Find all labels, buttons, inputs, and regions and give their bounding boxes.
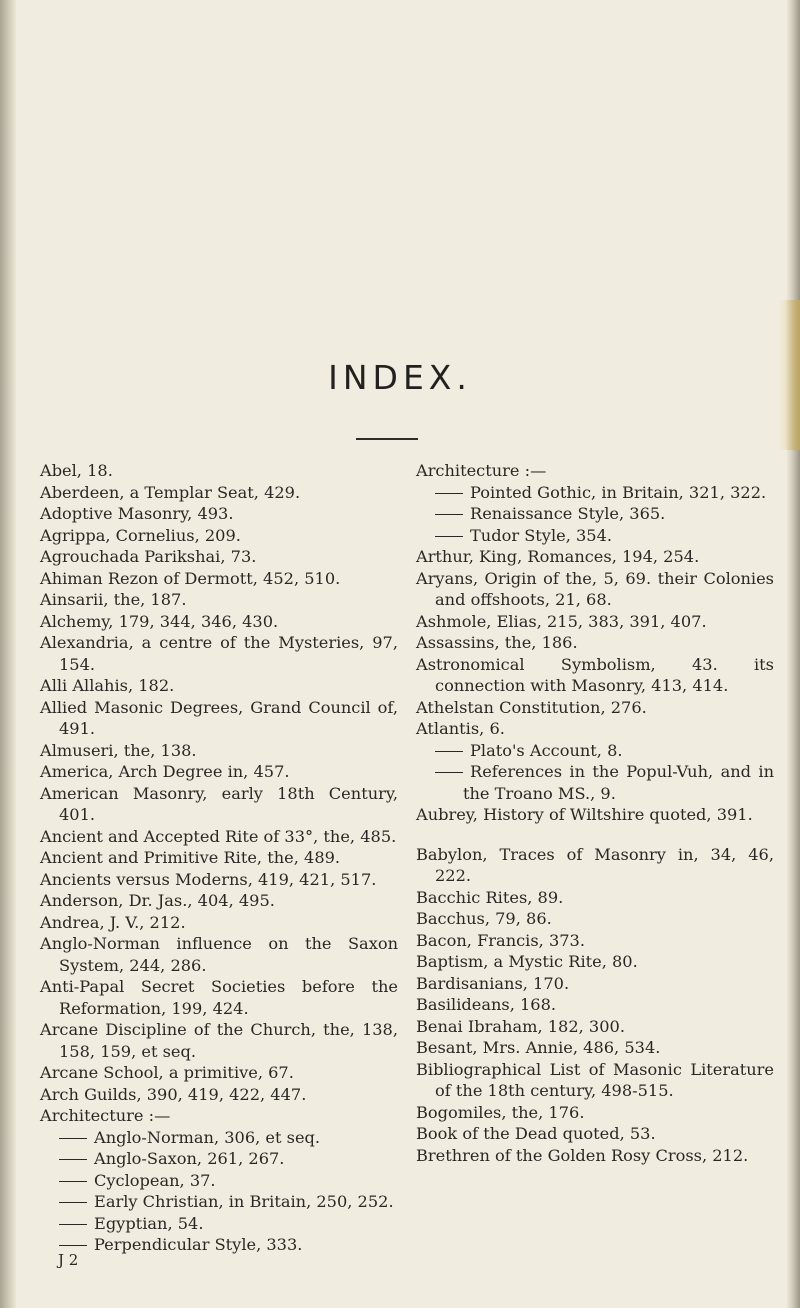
- subentry-dash: [435, 751, 463, 752]
- index-entry: [40, 697, 398, 740]
- subentry-dash: [435, 772, 463, 773]
- index-entry: [40, 783, 398, 826]
- entry-text: Egyptian, 54.: [94, 1213, 204, 1233]
- index-entry: [416, 718, 774, 740]
- entry-text: Arcane School, a primitive, 67.: [40, 1063, 294, 1082]
- index-entry: [40, 632, 398, 675]
- entry-text: Ancients versus Moderns, 419, 421, 517.: [40, 869, 377, 889]
- index-entry: [40, 589, 398, 611]
- entry-text: Bacchic Rites, 89.: [416, 887, 564, 907]
- index-entry: [40, 546, 398, 568]
- entry-text: Alli Allahis, 182.: [40, 676, 175, 695]
- index-subentry: [40, 1213, 398, 1235]
- signature-mark: J 2: [58, 1251, 79, 1269]
- entry-text: Agrouchada Parikshai, 73.: [40, 547, 257, 566]
- entry-text: Allied Masonic Degrees, Grand Council of, 491.: [40, 697, 398, 738]
- index-entry: [40, 761, 398, 783]
- entry-text: Andrea, J. V., 212.: [40, 912, 186, 932]
- index-entry: [416, 697, 774, 719]
- index-entry: [416, 1037, 774, 1059]
- index-entry: [40, 869, 398, 891]
- entry-text: Arcane Discipline of the Church, the, 138, 158, 159, et seq.: [40, 1020, 398, 1061]
- entry-text: American Masonry, early 18th Century, 401.: [40, 783, 398, 824]
- entry-text: Brethren of the Golden Rosy Cross, 212.: [416, 1145, 749, 1165]
- entry-text: References in the Popul-Vuh, and in the Troano MS., 9.: [463, 762, 774, 803]
- index-entry: [416, 1145, 774, 1167]
- index-entry: [40, 1019, 398, 1062]
- index-subentry: [40, 1127, 398, 1149]
- index-subentry: [416, 482, 774, 504]
- entry-text: Besant, Mrs. Annie, 486, 534.: [416, 1038, 661, 1057]
- entry-text: Architecture :—: [416, 461, 547, 480]
- entry-text: Bacon, Francis, 373.: [416, 930, 586, 950]
- index-subentry: [416, 761, 774, 804]
- subentry-dash: [59, 1181, 87, 1182]
- entry-text: Arch Guilds, 390, 419, 422, 447.: [40, 1084, 307, 1104]
- index-entry: [416, 632, 774, 654]
- entry-text: Babylon, Traces of Masonry in, 34, 46, 222.: [416, 844, 774, 885]
- entry-text: America, Arch Degree in, 457.: [40, 762, 290, 781]
- entry-text: Renaissance Style, 365.: [470, 504, 666, 523]
- index-entry: [40, 890, 398, 912]
- entry-text: Anglo-Norman influence on the Saxon System, 244, 286.: [40, 934, 398, 975]
- index-entry: [416, 1059, 774, 1102]
- index-entry: [40, 611, 398, 633]
- entry-text: Benai Ibraham, 182, 300.: [416, 1016, 625, 1036]
- subentry-dash: [59, 1159, 87, 1160]
- entry-text: Aubrey, History of Wiltshire quoted, 391.: [416, 805, 753, 824]
- entry-text: Athelstan Constitution, 276.: [416, 697, 647, 717]
- entry-text: Atlantis, 6.: [416, 719, 505, 738]
- entry-text: Aryans, Origin of the, 5, 69. their Colonies and offshoots, 21, 68.: [416, 568, 774, 609]
- entry-text: Arthur, King, Romances, 194, 254.: [416, 547, 700, 566]
- entry-text: Abel, 18.: [40, 461, 113, 480]
- page-title: INDEX.: [328, 358, 472, 397]
- index-subentry: [40, 1234, 398, 1256]
- entry-text: Baptism, a Mystic Rite, 80.: [416, 952, 638, 971]
- entry-text: Ahiman Rezon of Dermott, 452, 510.: [40, 568, 341, 588]
- subentry-dash: [59, 1202, 87, 1203]
- entry-text: Anglo-Saxon, 261, 267.: [94, 1149, 285, 1168]
- index-entry: [40, 460, 398, 482]
- entry-text: Pointed Gothic, in Britain, 321, 322.: [470, 482, 767, 502]
- index-entry: [416, 994, 774, 1016]
- index-subentry: [40, 1148, 398, 1170]
- entry-text: Aberdeen, a Templar Seat, 429.: [40, 482, 301, 502]
- index-entry: [40, 568, 398, 590]
- entry-text: Ainsarii, the, 187.: [40, 590, 187, 609]
- index-column-right: [416, 460, 774, 1166]
- title-rule: [356, 438, 418, 440]
- index-entry: [40, 976, 398, 1019]
- subentry-dash: [435, 514, 463, 515]
- index-entry: [40, 482, 398, 504]
- entry-text: Ancient and Accepted Rite of 33°, the, 485.: [40, 826, 397, 846]
- index-subentry: [40, 1191, 398, 1213]
- subentry-dash: [59, 1138, 87, 1139]
- subentry-dash: [59, 1224, 87, 1225]
- index-entry: [416, 654, 774, 697]
- entry-text: Cyclopean, 37.: [94, 1170, 216, 1190]
- index-entry: [416, 887, 774, 909]
- entry-text: Architecture :—: [40, 1106, 171, 1125]
- entry-text: Early Christian, in Britain, 250, 252.: [94, 1192, 394, 1211]
- entry-text: Astronomical Symbolism, 43. its connection with Masonry, 413, 414.: [416, 654, 774, 695]
- index-column-left: [40, 460, 398, 1256]
- entry-text: Book of the Dead quoted, 53.: [416, 1124, 656, 1143]
- entry-text: Almuseri, the, 138.: [40, 740, 197, 760]
- entry-text: Adoptive Masonry, 493.: [40, 504, 234, 523]
- index-entry: [40, 503, 398, 525]
- index-entry: [40, 933, 398, 976]
- subentry-dash: [435, 493, 463, 494]
- index-entry: [416, 951, 774, 973]
- entry-text: Ashmole, Elias, 215, 383, 391, 407.: [416, 611, 707, 631]
- index-entry: [40, 525, 398, 547]
- index-entry: [416, 460, 774, 482]
- index-entry: [416, 1123, 774, 1145]
- entry-text: Agrippa, Cornelius, 209.: [40, 525, 241, 545]
- entry-text: Assassins, the, 186.: [416, 633, 578, 652]
- entry-text: Bacchus, 79, 86.: [416, 909, 552, 928]
- index-subentry: [416, 740, 774, 762]
- entry-text: Tudor Style, 354.: [470, 525, 613, 545]
- entry-text: Anti-Papal Secret Societies before the Reformation, 199, 424.: [40, 977, 398, 1018]
- index-subentry: [416, 503, 774, 525]
- index-entry: [416, 930, 774, 952]
- entry-text: Plato's Account, 8.: [470, 740, 623, 760]
- page-right-edge: [786, 0, 800, 1308]
- entry-text: Bogomiles, the, 176.: [416, 1102, 585, 1122]
- index-entry: [416, 973, 774, 995]
- entry-text: Bibliographical List of Masonic Literature of the 18th century, 498-515.: [416, 1059, 774, 1100]
- index-entry: [416, 1016, 774, 1038]
- index-subentry: [40, 1170, 398, 1192]
- index-entry: [40, 675, 398, 697]
- entry-text: Ancient and Primitive Rite, the, 489.: [40, 848, 341, 867]
- index-entry: [40, 847, 398, 869]
- index-entry: [416, 908, 774, 930]
- index-entry: [416, 568, 774, 611]
- entry-text: Basilideans, 168.: [416, 995, 557, 1014]
- subentry-dash: [59, 1245, 87, 1246]
- index-entry: [416, 546, 774, 568]
- subentry-dash: [435, 536, 463, 537]
- entry-text: Alexandria, a centre of the Mysteries, 97, 154.: [40, 633, 398, 674]
- entry-text: Bardisanians, 170.: [416, 973, 570, 993]
- entry-text: Perpendicular Style, 333.: [94, 1235, 303, 1254]
- index-entry: [40, 1062, 398, 1084]
- index-entry: [40, 1105, 398, 1127]
- index-entry: [40, 1084, 398, 1106]
- index-entry: [40, 912, 398, 934]
- entry-text: Anderson, Dr. Jas., 404, 495.: [40, 891, 275, 910]
- index-entry: [416, 1102, 774, 1124]
- page-left-edge: [0, 0, 16, 1308]
- index-entry: [416, 804, 774, 826]
- index-entry: [416, 844, 774, 887]
- index-subentry: [416, 525, 774, 547]
- index-entry: [40, 826, 398, 848]
- index-entry: [40, 740, 398, 762]
- entry-text: Anglo-Norman, 306, et seq.: [94, 1127, 321, 1147]
- index-entry: [416, 611, 774, 633]
- entry-text: Alchemy, 179, 344, 346, 430.: [40, 611, 279, 631]
